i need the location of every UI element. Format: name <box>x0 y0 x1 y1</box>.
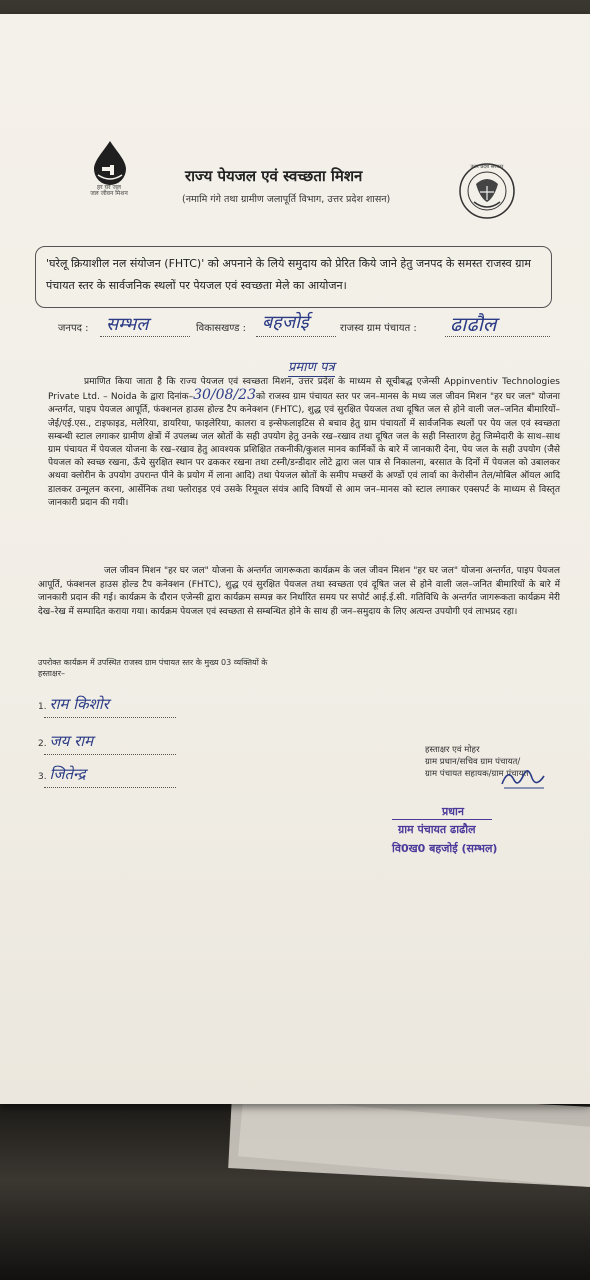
vikaskhand-label: विकासखण्ड : <box>196 323 247 334</box>
signature-line <box>44 754 176 755</box>
signatory-line1: हस्ताक्षर एवं मोहर <box>425 745 480 755</box>
signatory-line3: ग्राम पंचायत सहायक/ग्राम पंचायत <box>425 769 529 779</box>
mission-subtitle: (नमामि गंगे तथा ग्रामीण जलापूर्ति विभाग, उत्तर प्रदेश शासन) <box>182 194 391 205</box>
attendee-signature-1 <box>38 694 109 714</box>
gram-panchayat-label: राजस्व ग्राम पंचायत : <box>340 323 417 334</box>
attendee-signature-name: जितेन्द्र <box>49 765 86 783</box>
vikaskhand-underline <box>256 336 336 337</box>
signature-line <box>44 717 176 718</box>
banner-text: 'घरेलू क्रियाशील नल संयोजन (FHTC)' को अपनाने के लिये समुदाय को प्रेरित किये जाने हेतु जनपद के समस्त राजस्व ग्राम पंचायत स्तर के सार्वजनिक स्थलों पर पेयजल एवं स्वच्छता मेले का आयोजन। <box>46 257 531 292</box>
logo-tagline-line1: हर घर जल <box>97 184 121 191</box>
signature-line <box>44 787 176 788</box>
attendee-signature-2 <box>38 731 93 751</box>
emblem-icon <box>458 162 516 220</box>
certificate-title: प्रमाण पत्र <box>288 357 335 375</box>
janpad-label: जनपद : <box>58 323 89 334</box>
paragraph1-before-date: प्रमाणित किया जाता है कि राज्य पेयजल एवं स्वच्छता मिशन, उत्तर प्रदेश के माध्यम से सूचीबद्ध एजेन्सी Appinventiv Technologies Private Ltd. – Noida के द्वारा दिनांक– <box>48 377 560 403</box>
har-ghar-jal-logo <box>88 139 132 199</box>
pradhan-signature <box>500 766 550 797</box>
attendees-heading <box>38 657 358 679</box>
gram-panchayat-underline <box>445 336 550 337</box>
pradhan-rubber-stamp <box>392 804 542 862</box>
stamp-line1: प्रधान <box>392 804 492 820</box>
stamp-line3: वि0ख0 बहजोई (सम्भल) <box>392 842 498 855</box>
stamp-line2: ग्राम पंचायत ढाढौल <box>398 823 476 836</box>
gram-panchayat-value: ढाढौल <box>450 312 497 336</box>
janpad-underline <box>100 336 190 337</box>
mission-title: राज्य पेयजल एवं स्वच्छता मिशन <box>185 167 363 185</box>
attendees-heading-line2: हस्ताक्षर– <box>38 669 65 678</box>
program-date: 30/08/23 <box>193 387 256 404</box>
signatory-line2: ग्राम प्रधान/सचिव ग्राम पंचायत/ <box>425 757 521 767</box>
up-government-emblem <box>458 162 516 220</box>
certificate-paragraph-1 <box>48 376 560 510</box>
water-drop-icon <box>88 139 132 185</box>
attendee-signature-3 <box>38 764 86 784</box>
attendees-heading-line1: उपरोक्त कार्यक्रम में उपस्थित राजस्व ग्राम पंचायत स्तर के मुख्य 03 व्यक्तियों के <box>38 658 268 667</box>
attendee-number: 2. <box>38 739 47 749</box>
certificate-paragraph-2: जल जीवन मिशन "हर घर जल" योजना के अन्तर्गत जागरूकता कार्यक्रम के जल जीवन मिशन "हर घर जल" योजना अन्तर्गत, पाइप पेयजल आपूर्ति, फंक्शनल हाउस होल्ड टैप कनेक्शन (FHTC), शुद्ध एवं सुरक्षित पेयजल तथा स्वच्छता एवं दूषित जल से होने वाली जल–जनित बीमारियों के बारे में जानकारी प्रदान की गई। कार्यक्रम के दौरान एजेन्सी द्वारा कार्यक्रम सम्पन्न कर निर्धारित समय पर सपोर्ट आई.ई.सी. गतिविधि के अन्तर्गत जागरूकता कार्यक्रम मेरी देख–रेख में सम्पादित कराया गया। कार्यक्रम पेयजल एवं स्वच्छता से सम्बन्धित होने के साथ ही जन–समुदाय के लिए अत्यन्त उपयोगी एवं लाभप्रद रहा। <box>38 566 560 617</box>
handwritten-signature-icon <box>500 766 550 792</box>
logo-tagline-line2: जल जीवन मिशन <box>90 190 128 197</box>
logo-tagline <box>84 185 134 197</box>
paragraph1-after-date: को राजस्व ग्राम पंचायत स्तर पर जन–मानस के मध्य जल जीवन मिशन "हर घर जल" योजना अन्तर्गत, पाइप पेयजल आपूर्ति, फंक्शनल हाउस होल्ड टैप कनेक्शन (FHTC), शुद्ध एवं सुरक्षित पेयजल तथा दूषित जल से होने वाली जल–जनित बीमारियों–जेई/एई.एस., टाइफाइड, मलेरिया, डायरिया, फाइलेरिया, कालरा व इन्सेफलाइटिस से बचाव हेतु ग्राम पंचायतों में सार्वजनिक स्थलों पर पेय जल एवं स्वच्छता सम्बन्धी स्टाल लगाकर ग्रामीण क्षेत्रों में उपलब्ध जल स्रोतों के सही उपयोग हेतु उनके रख–रखाव तथा दूषित जल के सही निस्तारण हेतु जिम्मेदारी के साथ–साथ ग्राम पंचायत में पेयजल योजना के रख–रखाव हेतु आवश्यक प्रशिक्षित तकनीकी/कुशल मानव कार्मिकों के बारे में जानकारी देना, पेय जल के सही उपयोग (जैसे पेयजल को स्वच्छ रखना, ऊँचे सुरक्षित स्थान पर ढककर रखना तथा टस्नी/डन्डीदार लोटे द्वारा जल पात्र से निकालना, बरसात के दिनों में पेयजल को उबालकर अथवा क्लोरीन के उपयोग उपरान्त पीने के प्रयोग में लाना आदि) तथा पेयजल स्रोतों के समीप मच्छरों के अण्डों एवं लार्वा का केरोसीन तेल/मोबिल ऑयल आदि डालकर उन्मूलन करना, आर्सेनिक तथा फ्लोराइड एवं उसके रिमूवल संयंत्र आदि विषयों से आम जन–मानस को स्टाल लगाकर एक्सपर्ट के माध्यम से विस्तृत जानकारी प्रदान की गयी। <box>48 392 560 508</box>
event-banner <box>35 246 552 308</box>
attendee-number: 1. <box>38 702 47 712</box>
emblem-text: उत्तर प्रदेश सरकार <box>470 164 504 170</box>
attendee-signature-name: राम किशोर <box>49 695 109 713</box>
janpad-value: सम्भल <box>106 314 149 335</box>
attendee-number: 3. <box>38 772 47 782</box>
certificate-document <box>0 14 590 1104</box>
vikaskhand-value: बहजोई <box>262 312 309 333</box>
attendee-signature-name: जय राम <box>49 732 94 750</box>
